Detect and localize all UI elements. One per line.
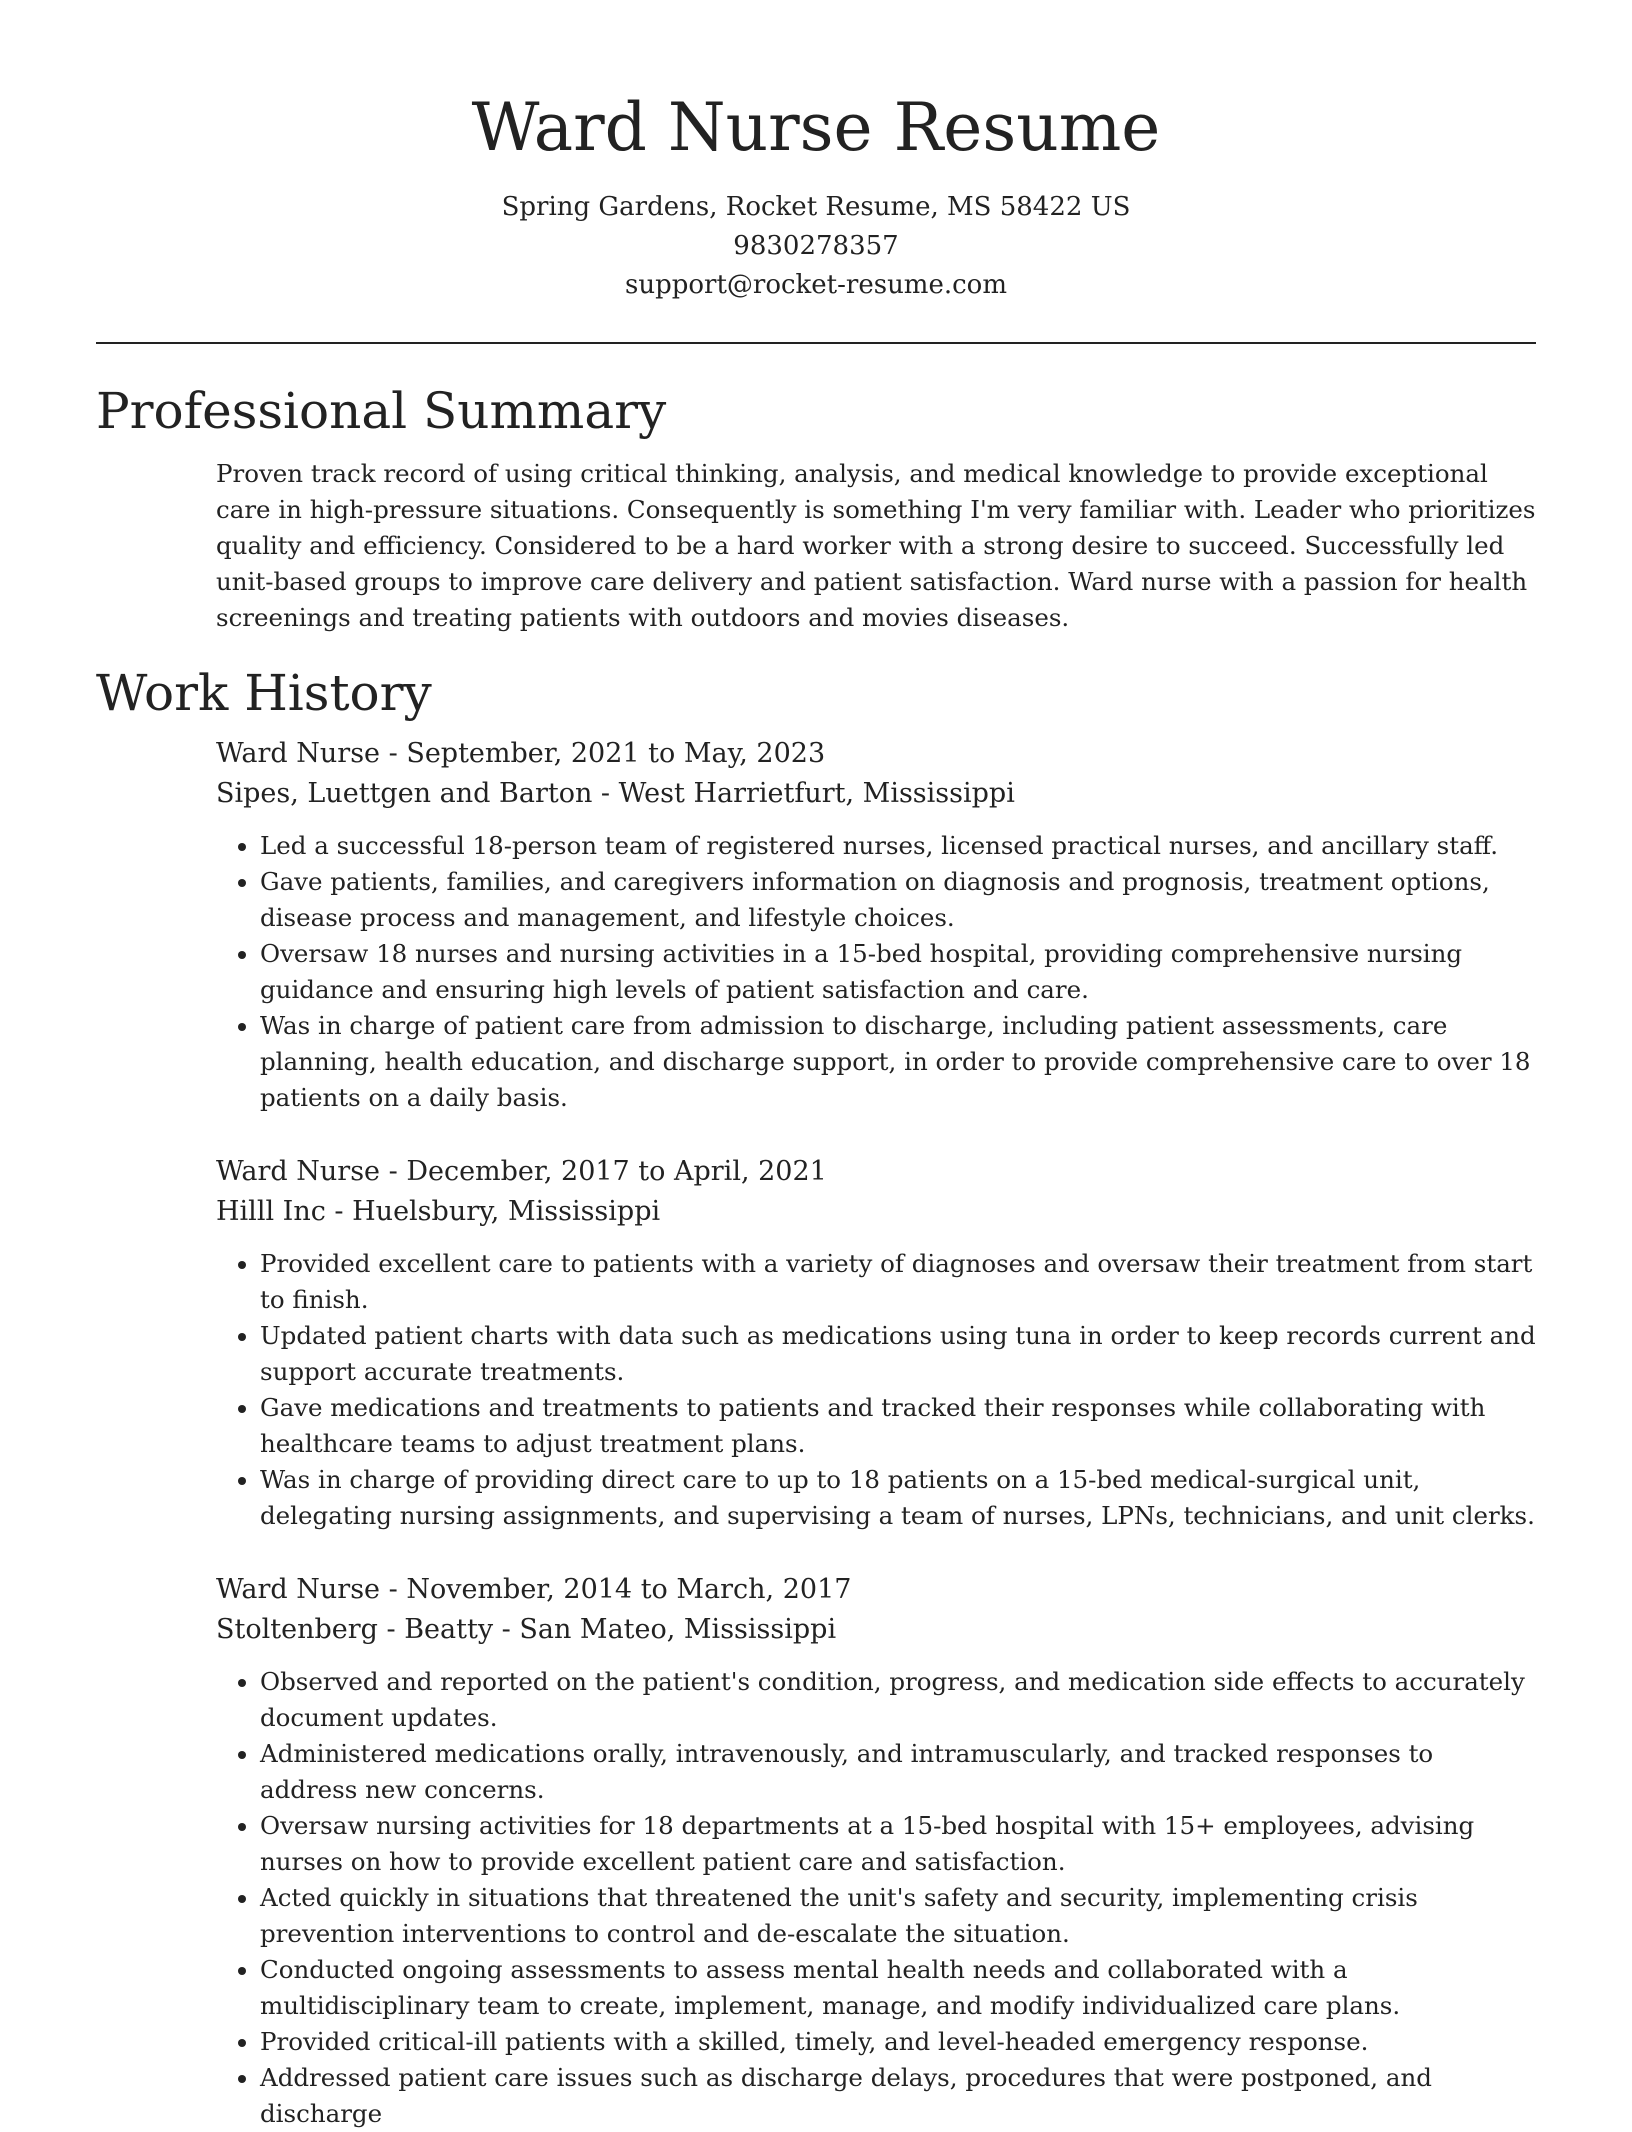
job-employer-location: Hilll Inc - Huelsbury, Mississippi (216, 1196, 661, 1227)
job-bullet: • Led a successful 18-person team of registered nurses, licensed practical nurses, and ancillary staff. (260, 828, 1536, 864)
job-list (216, 734, 1536, 2132)
job-bullet: • Updated patient charts with data such as medications using tuna in order to keep records current and support accurate treatments. (260, 1318, 1536, 1390)
job-title-dates: Ward Nurse - November, 2014 to March, 2017 (216, 1574, 852, 1605)
job-bullet: • Addressed patient care issues such as discharge delays, procedures that were postponed, and discharge (260, 2060, 1536, 2132)
job-bullets (216, 1246, 1536, 1534)
contact-email: support@rocket-resume.com (624, 270, 1007, 300)
job-bullet: • Was in charge of patient care from admission to discharge, including patient assessments, care planning, health education, and discharge support, in order to provide comprehensive care to over 18 patients on a daily basis. (260, 1008, 1536, 1116)
job-entry (216, 734, 1536, 1116)
job-bullet: • Oversaw 18 nurses and nursing activities in a 15-bed hospital, providing comprehensive nursing guidance and ensuring high levels of patient satisfaction and care. (260, 936, 1536, 1008)
job-bullets (216, 828, 1536, 1116)
resume-title: Ward Nurse Resume (471, 89, 1161, 166)
contact-phone: 9830278357 (733, 231, 899, 261)
job-bullet: • Administered medications orally, intravenously, and intramuscularly, and tracked responses to address new concerns. (260, 1736, 1536, 1808)
summary-text: Proven track record of using critical thinking, analysis, and medical knowledge to provide exceptional care in high-pressure situations. Consequently is something I'm very familiar with. Leader who prioritizes quality and efficiency. Considered to be a hard worker with a strong desire to succeed. Successfully led unit-based groups to improve care delivery and patient satisfaction. Ward nurse with a passion for health screenings and treating patients with outdoors and movies diseases. (216, 459, 1536, 632)
job-employer-location: Stoltenberg - Beatty - San Mateo, Mississippi (216, 1614, 837, 1645)
job-employer-location: Sipes, Luettgen and Barton - West Harrietfurt, Mississippi (216, 778, 1015, 809)
job-bullet: • Was in charge of providing direct care to up to 18 patients on a 15-bed medical-surgical unit, delegating nursing assignments, and supervising a team of nurses, LPNs, technicians, and unit clerks. (260, 1462, 1536, 1534)
job-bullet: • Gave medications and treatments to patients and tracked their responses while collaborating with healthcare teams to adjust treatment plans. (260, 1390, 1536, 1462)
job-entry (216, 1570, 1536, 2132)
job-bullet: • Observed and reported on the patient's condition, progress, and medication side effects to accurately document updates. (260, 1664, 1536, 1736)
job-bullet: • Provided critical-ill patients with a skilled, timely, and level-headed emergency response. (260, 2024, 1536, 2060)
job-title-dates: Ward Nurse - September, 2021 to May, 2023 (216, 738, 826, 769)
job-bullet: • Gave patients, families, and caregivers information on diagnosis and prognosis, treatment options, disease process and management, and lifestyle choices. (260, 864, 1536, 936)
job-bullet: • Conducted ongoing assessments to assess mental health needs and collaborated with a multidisciplinary team to create, implement, manage, and modify individualized care plans. (260, 1952, 1536, 2024)
work-history-heading: Work History (96, 664, 432, 722)
job-bullets (216, 1664, 1536, 2132)
job-entry (216, 1152, 1536, 1534)
job-title-dates: Ward Nurse - December, 2017 to April, 2021 (216, 1156, 827, 1187)
header-divider (96, 342, 1536, 344)
job-bullet: • Provided excellent care to patients with a variety of diagnoses and oversaw their treatment from start to finish. (260, 1246, 1536, 1318)
job-bullet: • Oversaw nursing activities for 18 departments at a 15-bed hospital with 15+ employees, advising nurses on how to provide excellent patient care and satisfaction. (260, 1808, 1536, 1880)
resume-header (96, 0, 1536, 305)
contact-info (96, 188, 1536, 305)
contact-address: Spring Gardens, Rocket Resume, MS 58422 US (501, 192, 1131, 222)
job-bullet: • Acted quickly in situations that threatened the unit's safety and security, implementing crisis prevention interventions to control and de-escalate the situation. (260, 1880, 1536, 1952)
summary-heading: Professional Summary (96, 382, 667, 440)
